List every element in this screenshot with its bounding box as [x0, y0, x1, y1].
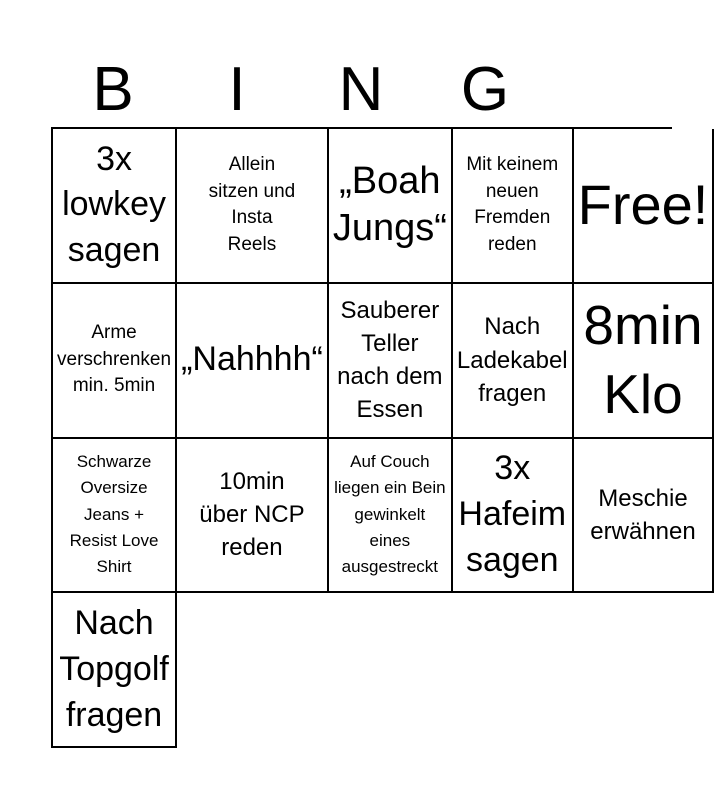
cell-text: Schwarze Oversize Jeans + Resist Love Shirt: [69, 452, 159, 577]
header-letter-g: G: [460, 55, 510, 124]
cell-text: Allein sitzen und Insta Reels: [208, 154, 296, 255]
bingo-cell[interactable]: [453, 129, 574, 284]
cell-text: Arme verschrenken min. 5min: [57, 322, 172, 397]
bingo-cell[interactable]: [177, 439, 329, 594]
bingo-cell[interactable]: [177, 129, 329, 284]
bingo-grid: [51, 127, 709, 748]
cell-text: Nach Ladekabel fragen: [456, 313, 568, 407]
cell-text: „Boah Jungs“: [332, 159, 447, 250]
cell-text: 10min über NCP reden: [199, 468, 305, 562]
bingo-cell[interactable]: [53, 439, 177, 594]
bingo-cell[interactable]: [329, 129, 453, 284]
header-letter-b: B: [92, 55, 134, 124]
bingo-cell[interactable]: [574, 284, 715, 439]
cell-text: „Nahhhh“: [181, 340, 323, 379]
bingo-cell[interactable]: [53, 593, 177, 748]
cell-text: Nach Topgolf fragen: [59, 603, 169, 734]
cell-text: 3x Hafeim sagen: [458, 449, 567, 579]
cell-text: Mit keinem neuen Fremden reden: [466, 154, 559, 255]
cell-text: Meschie erwähnen: [590, 484, 696, 545]
bingo-cell[interactable]: [53, 129, 177, 284]
bingo-cell[interactable]: [329, 284, 453, 439]
cell-text: 8min Klo: [583, 294, 703, 426]
bingo-header: [51, 52, 671, 128]
cell-text: Sauberer Teller nach dem Essen: [337, 296, 443, 424]
bingo-cell[interactable]: [53, 284, 177, 439]
bingo-cell[interactable]: [574, 439, 715, 594]
bingo-cell[interactable]: [453, 439, 574, 594]
bingo-cell[interactable]: [177, 284, 329, 439]
free-space-text: Free!: [577, 173, 709, 237]
bingo-cell[interactable]: [329, 439, 453, 594]
cell-text: 3x lowkey sagen: [62, 139, 166, 270]
cell-text: Auf Couch liegen ein Bein gewinkelt eines ausgestreckt: [334, 452, 446, 577]
header-letter-i: I: [228, 55, 246, 124]
free-space-cell[interactable]: [574, 129, 715, 284]
bingo-cell[interactable]: [453, 284, 574, 439]
header-letter-n: N: [338, 55, 384, 124]
